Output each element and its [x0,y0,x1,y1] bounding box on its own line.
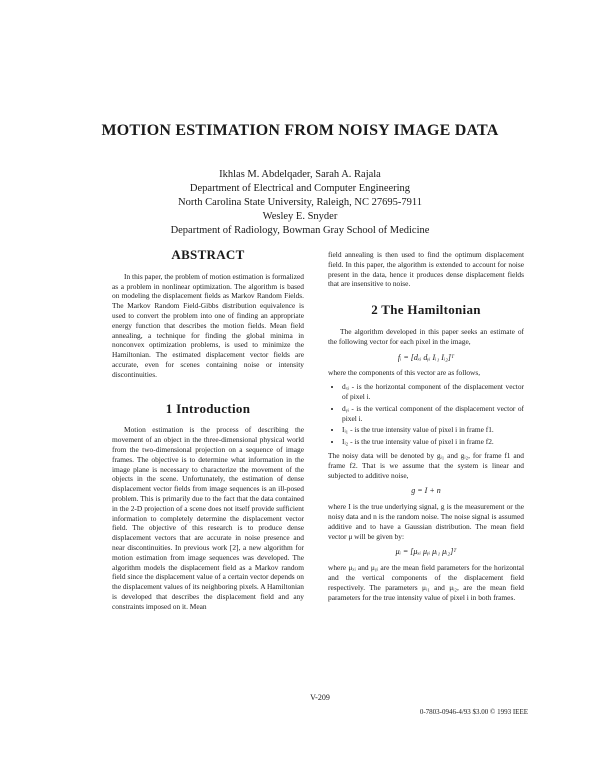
continued-text: field annealing is then used to find the optimum displacement field. In this paper, the algorithm is extended to account for noise present in the data, hence it produces dense displacement fields that are insensitive to noise. [328,250,524,289]
right-column [328,250,524,602]
intro-text: Motion estimation is the process of describing the movement of an object in the three-dimensional physical world from the two-dimensional projection on a sequence of image frames. The objective is to determine what information in the image plane is necessary to characterize the movement of the objects in the scene. Unfortunately, the estimation of dense displacement vector fields from image sequences is an ill-posed problem. This is primarily due to the fact that the data contained in the 2-D projection of a scene does not itself provide sufficient information to completely determine the displacement vector field. The objective of this research is to produce dense displacement vectors that are accurate in noise presence and near discontinuities. In previous work [2], a new algorithm for motion estimation from image sequences was developed. The algorithm models the displacement field as a Markov random field since the displacement value of a certain vector depends on the displacement values of its neighboring pixels. A Hamiltonian is developed that describes the displacement field and any constraints imposed on it. Mean [112,425,304,611]
author-name-2: Wesley E. Snyder [262,211,338,222]
left-column [112,247,304,612]
affiliation-radiology: Department of Radiology, Bowman Gray School of Medicine [170,225,430,236]
affiliation-dept: Department of Electrical and Computer Engineering [189,183,411,194]
list-item: • dₓᵢ - is the horizontal component of the displacement vector of pixel i. [342,382,524,402]
equation-f: fᵢ = [dₓᵢ dᵧᵢ Iᵢ₁ Iᵢ₂]ᵀ [397,352,455,362]
noise-model-text: where I is the true underlying signal, g is the measurement or the noisy data and n is the random noise. The noise signal is assumed additive and to have a Gaussian distribution. The mean field vector μ will be given by: [328,502,524,541]
components-intro: where the components of this vector are as follows, [328,368,481,378]
hamiltonian-intro: The algorithm developed in this paper seeks an estimate of the following vector for each pixel in the image, [328,326,524,346]
hamiltonian-heading: 2 The Hamiltonian [371,302,481,318]
abstract-text: In this paper, the problem of motion estimation is formalized as a problem in nonlinear optimization. The algorithm is based on modeling the displacement fields as Markov Random Fields. The Markov Random Field-Gibbs distribution equivalence is used to convert the problem into one of finding an appropriate energy function that describes the motion fields. Mean field annealing, a technique for finding the global minima in nonconvex optimization problems, is used to minimize the Hamiltonian. The estimated displacement vector fields are accurate, even for scenes containing noise or intensity discontinuities. [112,271,304,379]
noisy-data-text: The noisy data will be denoted by gᵢ₁ and gᵢ₂, for frame f1 and frame f2. That is we assume that the system is linear and subjected to additive noise, [328,450,524,480]
equation-mu: μᵢ = [μₓᵢ μᵧᵢ μᵢ₁ μᵢ₂]ᵀ [395,547,457,557]
equation-g: g = I + n [411,486,441,496]
author-block [100,168,500,238]
list-item: • Iᵢ₁ - is the true intensity value of pixel i in frame f1. [342,425,524,435]
abstract-heading: ABSTRACT [171,247,245,262]
mean-field-text: where μₓᵢ and μᵧᵢ are the mean field parameters for the horizontal and the vertical components of the displacement field respectively. The parameters μᵢ₁ and μᵢ₂, are the mean field parameters for the true intensity value of pixel i in both frames. [328,563,524,602]
list-item: • dᵧᵢ - is the vertical component of the displacement vector of pixel i. [342,404,524,424]
list-item: • Iᵢ₂ - is the true intensity value of pixel i in frame f2. [342,437,524,447]
copyright-line: 0-7803-0946-4/93 $3.00 © 1993 IEEE [419,708,528,716]
page-number: V-209 [310,693,330,702]
paper-title: MOTION ESTIMATION FROM NOISY IMAGE DATA [101,122,499,139]
intro-heading: 1 Introduction [165,400,251,416]
author-names: Ikhlas M. Abdelqader, Sarah A. Rajala [219,169,381,180]
components-list [328,382,524,447]
affiliation-university: North Carolina State University, Raleigh, NC 27695-7911 [178,197,422,208]
